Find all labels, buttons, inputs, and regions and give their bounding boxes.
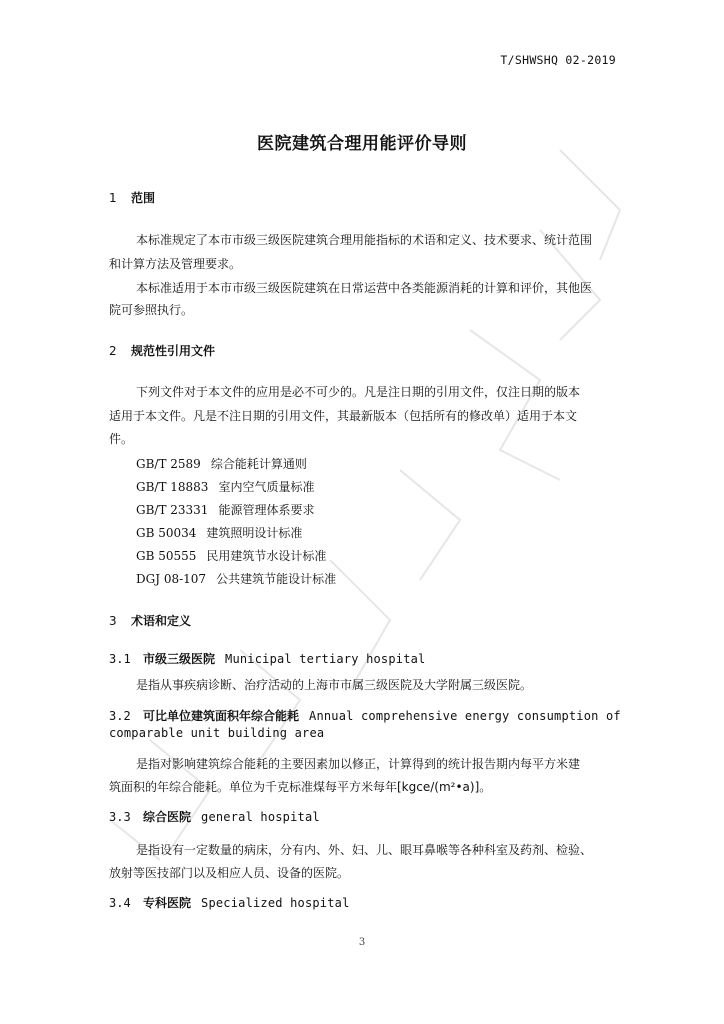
reference-item: [136, 524, 302, 541]
paragraph-line: 适用于本文件。凡是不注日期的引用文件，其最新版本（包括所有的修改单）适用于本文: [109, 409, 578, 423]
reference-name: 室内空气质量标准: [218, 480, 315, 494]
section-heading: [109, 612, 191, 629]
term-heading: [109, 894, 350, 911]
term-heading: [109, 707, 621, 724]
term-number: 3.2: [109, 709, 131, 723]
section-title: 术语和定义: [131, 614, 192, 628]
term-heading: [109, 808, 320, 825]
term-number: 3.1: [109, 652, 131, 666]
section-title: 规范性引用文件: [131, 344, 216, 358]
reference-name: 能源管理体系要求: [218, 503, 315, 517]
reference-code: GB/T 23331: [136, 503, 209, 517]
term-en: general hospital: [201, 810, 320, 824]
term-definition: 是指对影响建筑综合能耗的主要因素加以修正，计算得到的统计报告期内每平方米建: [136, 757, 581, 771]
section-number: 3: [109, 614, 117, 628]
reference-item: [136, 570, 336, 587]
section-title: 范围: [131, 191, 156, 205]
reference-code: DGJ 08-107: [136, 572, 207, 586]
term-number: 3.4: [109, 896, 131, 910]
reference-name: 公共建筑节能设计标准: [216, 572, 337, 586]
term-en: comparable unit building area: [109, 726, 325, 740]
reference-name: 综合能耗计算通则: [210, 457, 307, 471]
term-definition: 是指设有一定数量的病床，分有内、外、妇、儿、眼耳鼻喉等各种科室及药剂、检验、: [136, 843, 593, 857]
section-number: 1: [109, 191, 117, 205]
term-en: Specialized hospital: [201, 896, 350, 910]
reference-code: GB 50555: [136, 549, 197, 563]
reference-code: GB/T 18883: [136, 480, 209, 494]
term-number: 3.3: [109, 810, 131, 824]
term-zh: 专科医院: [143, 896, 192, 910]
paragraph-line: 院可参照执行。: [109, 303, 194, 317]
term-definition: 是指从事疾病诊断、治疗活动的上海市市属三级医院及大学附属三级医院。: [136, 678, 533, 692]
reference-code: GB/T 2589: [136, 457, 201, 471]
page-number: 3: [358, 937, 366, 948]
term-en: Municipal tertiary hospital: [225, 652, 426, 666]
reference-item: [136, 455, 307, 472]
paragraph-line: 下列文件对于本文件的应用是必不可少的。凡是注日期的引用文件，仅注日期的版本: [136, 385, 581, 399]
document-title: 医院建筑合理用能评价导则: [257, 134, 467, 154]
term-zh: 市级三级医院: [143, 652, 216, 666]
paragraph-line: 和计算方法及管理要求。: [109, 257, 242, 271]
reference-name: 建筑照明设计标准: [206, 526, 303, 540]
reference-name: 民用建筑节水设计标准: [206, 549, 327, 563]
term-en: Annual comprehensive energy consumption of: [309, 709, 621, 723]
term-zh: 综合医院: [143, 810, 192, 824]
term-heading: [109, 650, 425, 667]
paragraph-line: 件。: [109, 432, 134, 446]
paragraph-line: 本标准规定了本市市级三级医院建筑合理用能指标的术语和定义、技术要求、统计范围: [136, 233, 593, 247]
reference-code: GB 50034: [136, 526, 197, 540]
reference-item: [136, 501, 314, 518]
term-en-continuation: [109, 726, 324, 740]
reference-item: [136, 547, 326, 564]
section-heading: [109, 342, 215, 359]
term-zh: 可比单位建筑面积年综合能耗: [143, 709, 300, 723]
document-code: T/SHWSHQ 02-2019: [500, 53, 616, 67]
section-number: 2: [109, 344, 117, 358]
reference-item: [136, 478, 314, 495]
paragraph-line: 本标准适用于本市市级三级医院建筑在日常运营中各类能源消耗的计算和评价，其他医: [136, 281, 593, 295]
term-definition: 放射等医技部门以及相应人员、设备的医院。: [109, 866, 350, 880]
section-heading: [109, 189, 155, 206]
term-definition: 筑面积的年综合能耗。单位为千克标准煤每平方米每年[kgce/(m²•a)]。: [109, 780, 492, 794]
